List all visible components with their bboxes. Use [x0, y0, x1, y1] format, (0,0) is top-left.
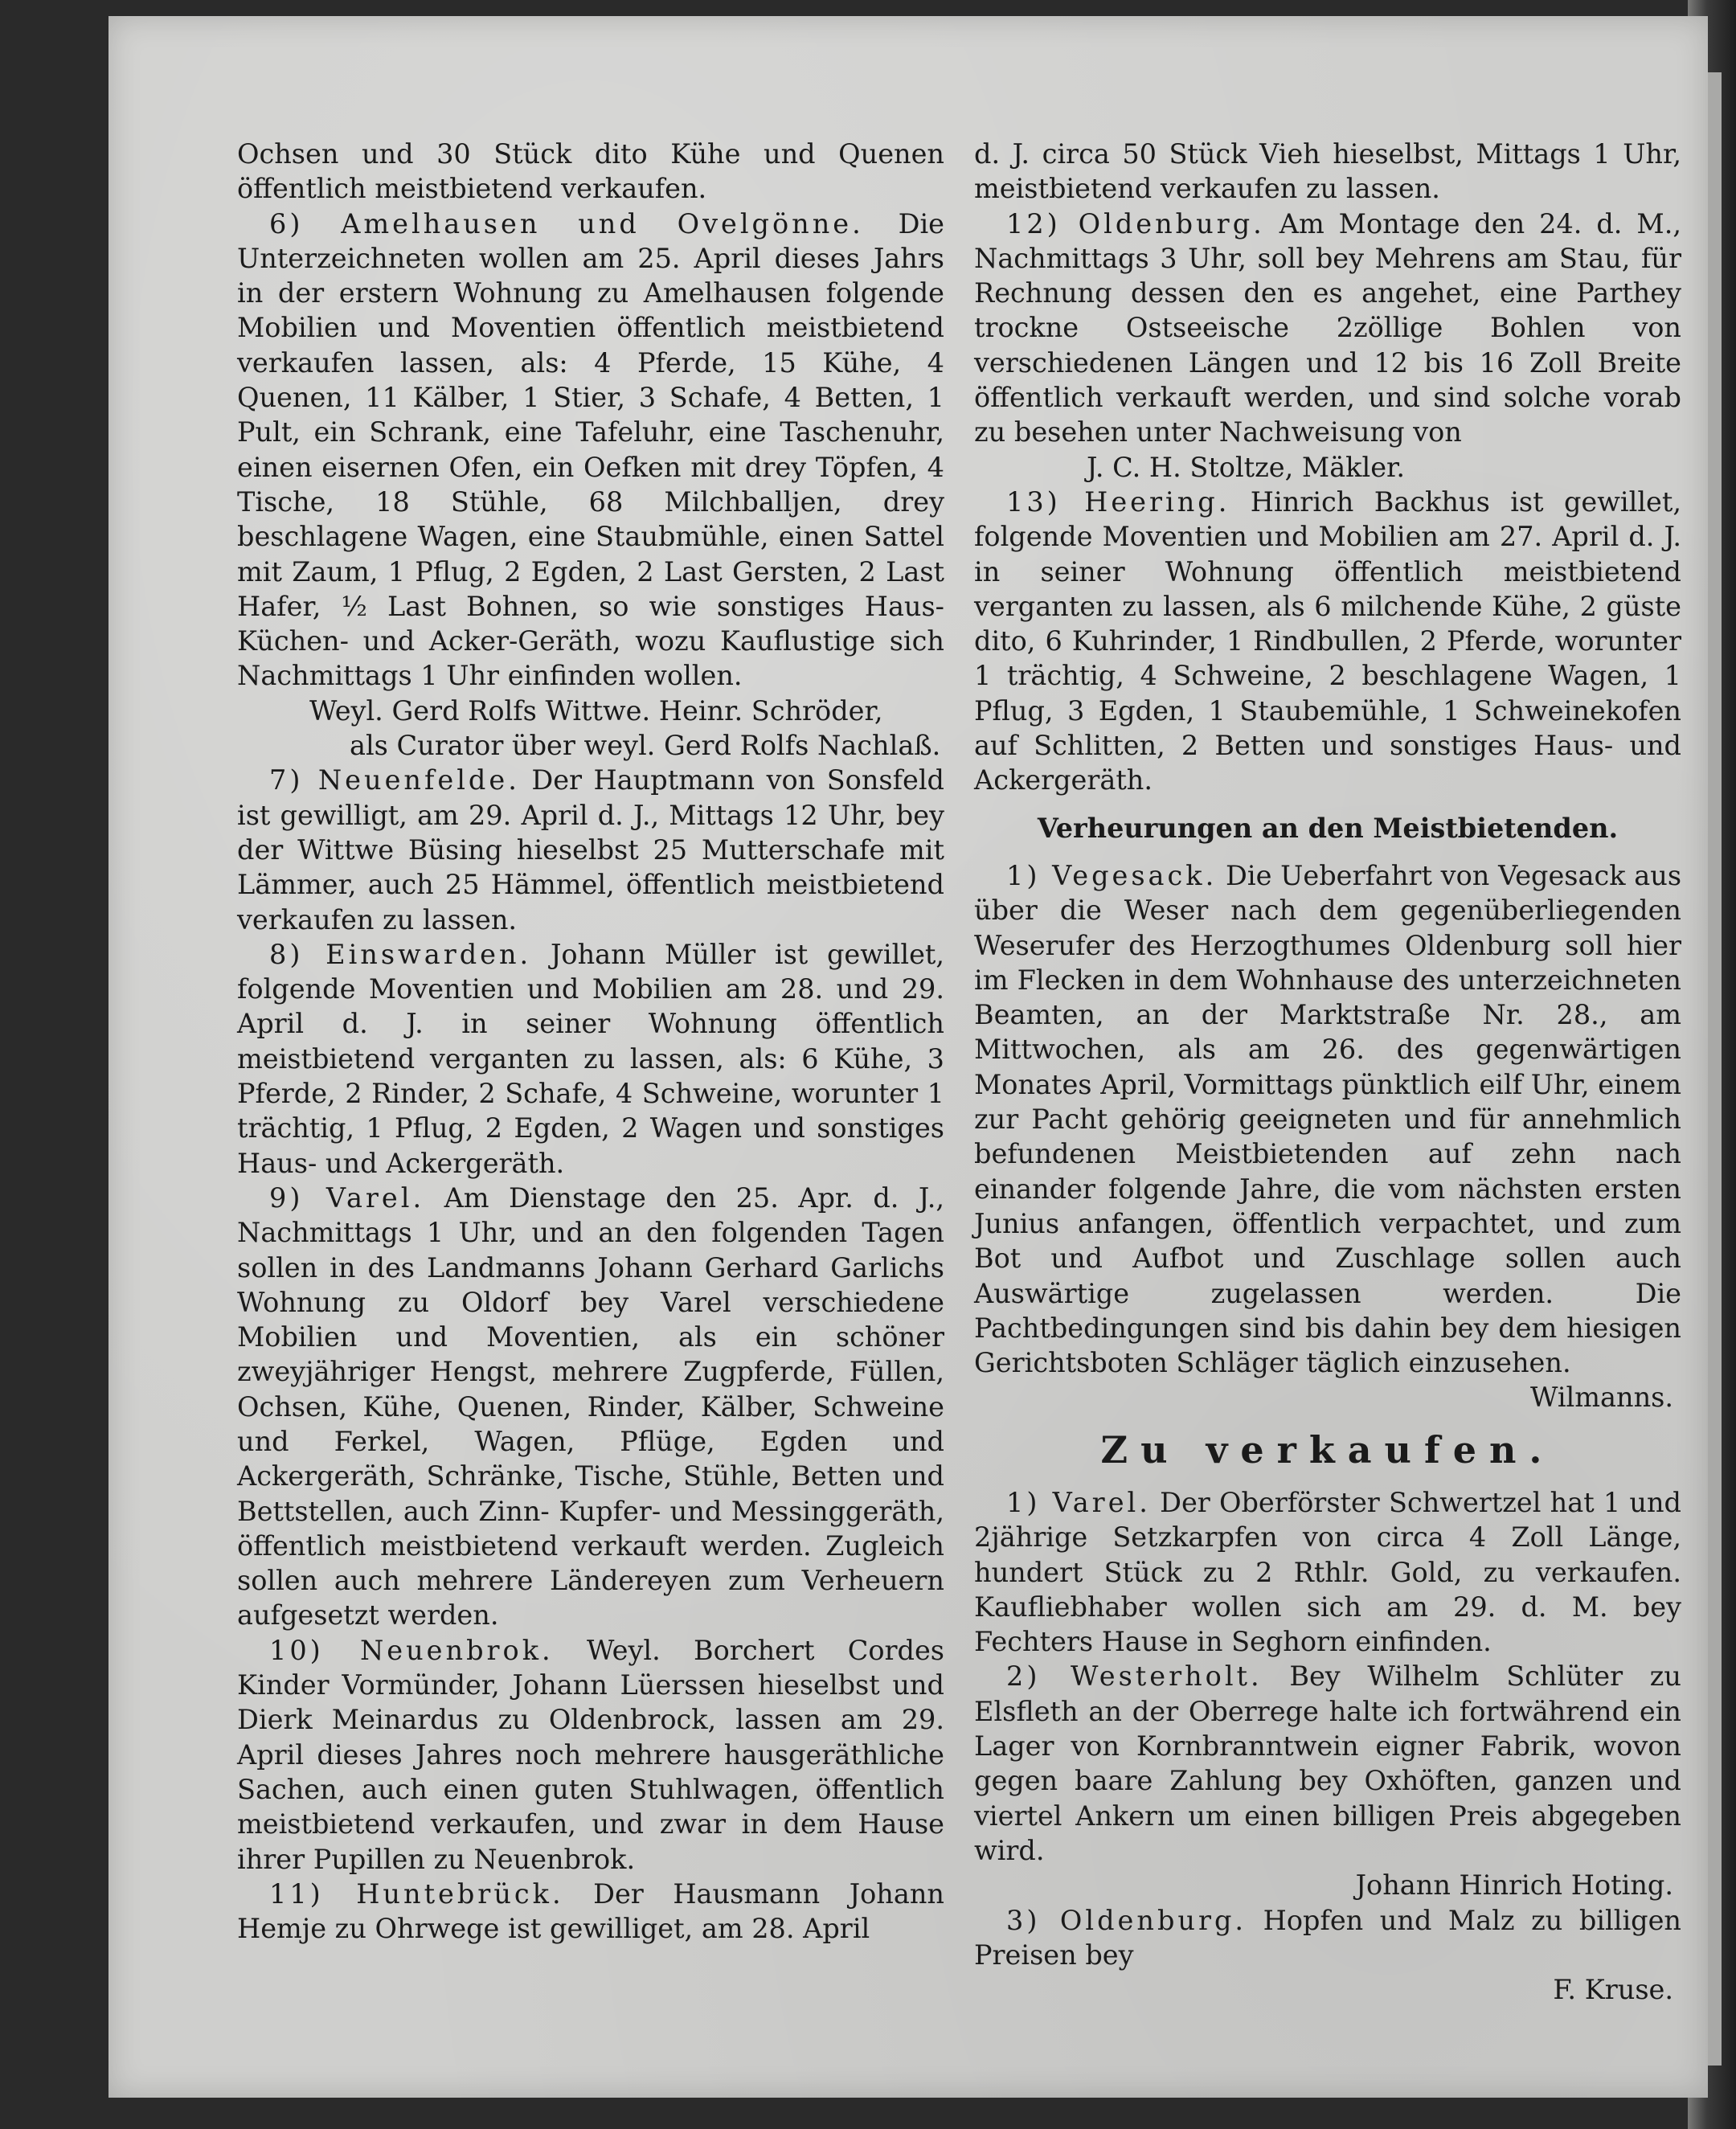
sale-2-text: Bey Wilhelm Schlüter zu Elsfleth an der Oberrege halte ich fortwährend ein Lager von Kornbranntwein eigner Fabrik, wovon gegen baare Zahlung bey Oxhöften, ganzen und viertel Ankern um einen billigen Preis abgegeben wird. [974, 1660, 1681, 1866]
section-heading-for-sale: Zu verkaufen. [1100, 1427, 1555, 1472]
notice-9 [237, 1181, 944, 1633]
notice-continuation: Ochsen und 30 Stück dito Kühe und Quenen öffentlich meistbietend verkaufen. [237, 138, 944, 205]
notice-13 [974, 485, 1681, 798]
notice-12-place: 12) Oldenburg. [1006, 207, 1265, 240]
sale-1-place: 1) Varel. [1006, 1486, 1151, 1518]
notice-11-place: 11) Huntebrück. [269, 1877, 564, 1910]
sale-3 [974, 1903, 1681, 1973]
left-column [237, 137, 944, 1946]
notice-7-place: 7) Neuenfelde. [269, 764, 520, 796]
sale-1-text: Der Oberförster Schwertzel hat 1 und 2jährige Setzkarpfen von circa 4 Zoll Länge, hundert Stück zu 2 Rthlr. Gold, zu verkaufen. Kaufliebhaber wollen sich am 29. d. M. bey Fechters Hause in Seghorn einfinden. [974, 1486, 1681, 1658]
sale-3-text: Hopfen und Malz zu billigen Preisen bey [974, 1904, 1682, 1971]
notice-11-continuation: d. J. circa 50 Stück Vieh hieselbst, Mittags 1 Uhr, meistbietend verkaufen zu lassen. [974, 138, 1681, 205]
sale-2-signature: Johann Hinrich Hoting. [1355, 1869, 1673, 1902]
notice-9-place: 9) Varel. [269, 1181, 425, 1214]
notice-6 [237, 207, 944, 694]
notice-7-text: Der Hauptmann von Sonsfeld ist gewilligt, am 29. April d. J., Mittags 12 Uhr, bey der Wittwe Büsing hieselbst 25 Mutterschafe mit Lämmer, auch 25 Hämmel, öffentlich meistbietend verkaufen zu lassen. [237, 764, 944, 936]
notice-8-place: 8) Einswarden. [269, 938, 532, 970]
sale-3-place: 3) Oldenburg. [1006, 1904, 1247, 1936]
notice-6-text: Die Unterzeichneten wollen am 25. April dieses Jahrs in der erstern Wohnung zu Amelhausen folgende Mobilien und Moventien öffentlich meistbietend verkaufen lassen, als: 4 Pferde, 15 Kühe, 4 Quenen, 11 Kälber, 1 Stier, 3 Schafe, 4 Betten, 1 Pult, ein Schrank, eine Tafeluhr, eine Taschenuhr, einen eisernen Ofen, ein Oefken mit drey Töpfen, 4 Tische, 18 Stühle, 68 Milchballjen, drey beschlagene Wagen, eine Staubmühle, einen Sattel mit Zaum, 1 Pflug, 2 Egden, 2 Last Gersten, 2 Last Hafer, ½ Last Bohnen, so wie sonstiges Haus- Küchen- und Acker-Geräth, wozu Kauflustige sich Nachmittags 1 Uhr einfinden wollen. [237, 207, 944, 692]
notice-12-text: Am Montage den 24. d. M., Nachmittags 3 Uhr, soll bey Mehrens am Stau, für Rechnung dessen den es angehet, eine Parthey trockne Ostseeische 2zöllige Bohlen von verschiedenen Längen und 12 bis 16 Zoll Breite öffentlich verkauft werden, und sind solche vorab zu besehen unter Nachweisung von [974, 207, 1681, 448]
notice-10 [237, 1633, 944, 1877]
notice-9-text: Am Dienstage den 25. Apr. d. J., Nachmittags 1 Uhr, und an den folgenden Tagen sollen in des Landmanns Johann Gerhard Garlichs Wohnung zu Oldorf bey Varel verschiedene Mobilien und Moventien, als ein schöner zweyjähriger Hengst, mehrere Zugpferde, Füllen, Ochsen, Kühe, Quenen, Rinder, Kälber, Schweine und Ferkel, Wagen, Pflüge, Egden und Ackergeräth, Schränke, Tische, Stühle, Betten und Bettstellen, auch Zinn- Kupfer- und Messinggeräth, öffentlich meistbietend verkauft werden. Zugleich sollen auch mehrere Ländereyen zum Verheuern aufgesetzt werden. [237, 1181, 945, 1632]
right-column [974, 137, 1681, 2007]
sale-2 [974, 1659, 1681, 1868]
notice-8-text: Johann Müller ist gewillet, folgende Moventien und Mobilien am 28. und 29. April d. J. in seiner Wohnung öffentlich meistbietend verganten zu lassen, als: 6 Kühe, 3 Pferde, 2 Rinder, 2 Schafe, 4 Schweine, worunter 1 trächtig, 1 Pflug, 2 Egden, 2 Wagen und sonstiges Haus- und Ackergeräth. [237, 938, 945, 1179]
notice-11-text: Der Hausmann Johann Hemje zu Ohrwege ist gewilliget, am 28. April [237, 1877, 944, 1945]
rental-1-place: 1) Vegesack. [1006, 859, 1218, 891]
notice-12-signature: J. C. H. Stoltze, Mäkler. [1087, 451, 1405, 483]
notice-10-text: Weyl. Borchert Cordes Kinder Vormünder, Johann Lüerssen hieselbst und Dierk Meinardus zu Oldenbrock, lassen am 29. April dieses Jahres noch mehrere hausgeräthliche Sachen, auch einen guten Stuhlwagen, öffentlich meistbietend verkaufen, und zwar in dem Hause ihrer Pupillen zu Neuenbrok. [237, 1634, 944, 1875]
sale-1 [974, 1485, 1681, 1659]
rental-1-text: Die Ueberfahrt von Vegesack aus über die Weser nach dem gegenüberliegenden Weserufer des Herzogthumes Oldenburg soll hier im Flecken in dem Wohnhause des unterzeichneten Beamten, an der Marktstraße Nr. 28., am Mittwochen, als am 26. des gegenwärtigen Monates April, Vormittags pünktlich eilf Uhr, einem zur Pacht gehörig geeigneten und für annehmlich befundenen Meistbietenden auf zehn nach einander folgende Jahre, die vom nächsten ersten Junius anfangen, öffentlich verpachtet, und zum Bot und Aufbot und Zuschlage sollen auch Auswärtige zugelassen werden. Die Pachtbedingungen sind bis dahin bey dem hiesigen Gerichtsboten Schläger täglich einzusehen. [974, 859, 1682, 1379]
notice-13-place: 13) Heering. [1006, 485, 1230, 518]
notice-7 [237, 763, 944, 936]
notice-8 [237, 937, 944, 1181]
sale-2-place: 2) Westerholt. [1006, 1660, 1263, 1693]
notice-11 [237, 1877, 944, 1947]
notice-12 [974, 207, 1681, 450]
sale-3-signature: F. Kruse. [1553, 1974, 1673, 2006]
notice-6-place: 6) Amelhausen und Ovelgönne. [269, 207, 864, 240]
rental-1-signature: Wilmanns. [1529, 1382, 1673, 1414]
rental-1 [974, 858, 1681, 1380]
notice-6-signature-2: als Curator über weyl. Gerd Rolfs Nachlaß. [350, 730, 941, 762]
notice-6-signature-1: Weyl. Gerd Rolfs Wittwe. Heinr. Schröder, [309, 694, 883, 727]
notice-10-place: 10) Neuenbrok. [269, 1634, 554, 1666]
notice-13-text: Hinrich Backhus ist gewillet, folgende Moventien und Mobilien am 27. April d. J. in seiner Wohnung öffentlich meistbietend verganten zu lassen, als 6 milchende Kühe, 2 güste dito, 6 Kuhrinder, 1 Rindbullen, 2 Pferde, worunter 1 trächtig, 4 Schweine, 2 beschlagene Wagen, 1 Pflug, 3 Egden, 1 Staubemühle, 1 Schweinekofen auf Schlitten, 2 Betten und sonstiges Haus- und Ackergeräth. [974, 485, 1681, 796]
section-heading-rentals: Verheurungen an den Meistbietenden. [1037, 812, 1619, 844]
